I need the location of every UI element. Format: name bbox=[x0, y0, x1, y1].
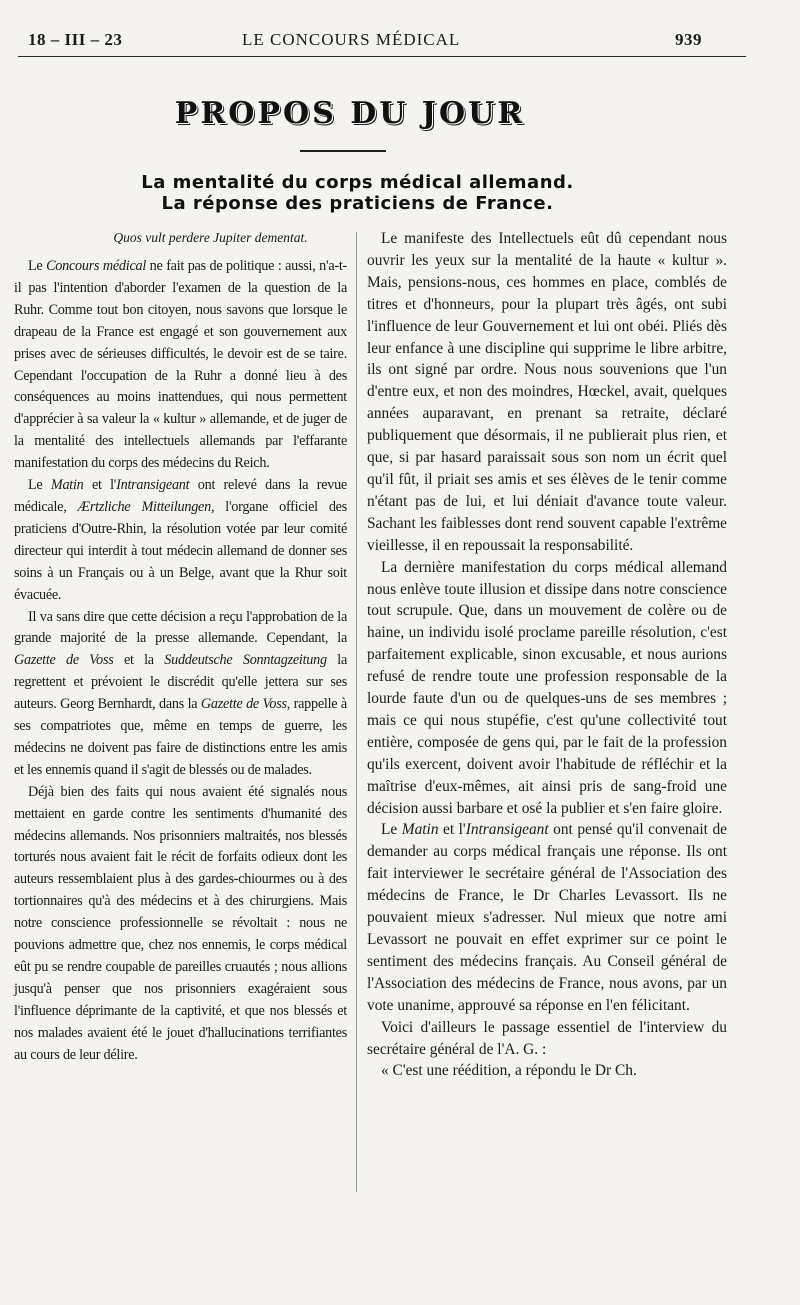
article-subtitle-line-2: La réponse des praticiens de France. bbox=[161, 193, 554, 214]
running-header bbox=[20, 30, 720, 54]
header-rule bbox=[18, 56, 746, 57]
left-paragraph-3: Il va sans dire que cette décision a reçu l'approbation de la grande majorité de la presse allemande. Cependant, la Gazette de Voss et la Suddeutsche Sonntagzeitung la regrettent et prévoient le discrédit qu'elle jettera sur ses auteurs. Georg Bernhardt, dans la Gazette de Voss, rappelle à ses compatriotes que, même en temps de guerre, les médecins ne doivent pas faire de distinctions entre les amis et les ennemis quand il s'agit de blessés ou de malades. bbox=[14, 608, 347, 778]
left-paragraph-2: Le Matin et l'Intransigeant ont relevé dans la revue médicale, Ærtzliche Mitteilungen, l'organe officiel des praticiens d'Outre-Rhin, la résolution votée par leur comité directeur qui interdit à tout médecin allemand de donner ses soins à un Français ou à un Belge, avant que la Rhur soit évacuée. bbox=[14, 477, 347, 603]
article-subtitle-line-1: La mentalité du corps médical allemand. bbox=[141, 172, 574, 193]
right-paragraph-4: Voici d'ailleurs le passage essentiel de l'interview du secrétaire général de l'A. G. : bbox=[367, 1018, 727, 1058]
epigraph: Quos vult perdere Jupiter dementat. bbox=[113, 230, 308, 245]
left-paragraph-1: Le Concours médical ne fait pas de politique : aussi, n'a-t-il pas l'intention d'aborder l'examen de la question de la Ruhr. Comme tout bon citoyen, nous savons que lorsque le drapeau de la France est engagé et son gouvernement aux prises avec de sérieuses difficultés, le devoir est de se taire. Cependant l'occupation de la Ruhr a donné lieu à des conséquences au moins inattendues, qui nous permettent d'apprécier à sa valeur la « kultur » allemande, et de juger de la mentalité des intellectuels allemands par l'effarante manifestation du corps des médecins du Reich. bbox=[14, 258, 348, 472]
title-rule bbox=[300, 150, 386, 152]
journal-title: LE CONCOURS MÉDICAL bbox=[242, 30, 461, 49]
right-paragraph-2: La dernière manifestation du corps médical allemand nous enlève toute illusion et dissipe dans notre conscience tout scrupule. Que, dans un mouvement de colère ou de haine, un individu isolé proclame pareille résolution, c'est parfaitement explicable, sinon excusable, et nous aurions refusé de rendre toute une profession responsable de la lourde faute d'un ou de quelques-uns de ses membres ; mais ce qui nous stupéfie, c'est qu'une collectivité tout entière, composée de gens qui, par le fait de la profession qu'ils exercent, doivent avoir l'habitude de réfléchir et la maîtrise d'eux-mêmes, ait ainsi pris de sang-froid une décision aussi barbare et osé la publier et s'en faire gloire. bbox=[367, 558, 727, 817]
left-paragraph-4: Déjà bien des faits qui nous avaient été signalés nous mettaient en garde contre les sentiments d'humanité des médecins allemands. Nos prisonniers maltraités, nos blessés torturés nous avaient fait le récit de forfaits odieux dont les auteurs ressemblaient plus à des gardes-chiourmes ou à des tortionnaires qu'à des médecins et à des chirurgiens. Mais notre conscience professionnelle se révoltait : nous ne pouvions admettre que, chez nos ennemis, le corps médical eût pu se rendre coupable de pareilles cruautés ; nous allions jusqu'à penser que nos prisonniers exagéraient sous l'influence déprimante de la captivité, et que nos blessés et nos malades avaient été le jouet d'hallucinations terrifiantes au cours de leur délire. bbox=[14, 783, 347, 1063]
page-title: PROPOS DU JOUR bbox=[174, 96, 526, 131]
right-paragraph-1: Le manifeste des Intellectuels eût dû cependant nous ouvrir les yeux sur la mentalité de la haute « kultur ». Mais, pensions-nous, ces hommes en place, comblés de titres et d'honneurs, pour la plupart très âgés, ont subi l'influence de leur Gouvernement et lui ont obéi. Pliés dès leur enfance à une discipline qui supprime le libre arbitre, ils ont signé par ordre. Nous nous souvenions que l'un d'entre eux, et non des moindres, Hœckel, avait, quelques années auparavant, en prenant sa retraite, déclaré publiquement que désormais, il ne publierait plus rien, et que, si par hasard paraissait sous son nom un écrit quel qu'il fût, il priait ses amis et ses élèves de le tenir comme n'étant pas de lui, et lui déniait d'avance toute valeur. Sachant les faiblesses dont rend souvent capable l'extrême vieillesse, il en repoussait la responsabilité. bbox=[367, 230, 727, 554]
left-column bbox=[14, 228, 347, 1067]
issue-date: 18 – III – 23 bbox=[28, 30, 123, 49]
right-paragraph-3: Le Matin et l'Intransigeant ont pensé qu'il convenait de demander au corps médical français une réponse. Ils ont fait interviewer le secrétaire général de l'Association des médecins de France, le Dr Charles Levassort. Ils ne pouvaient mieux s'adresser. Nul mieux que notre ami Levassort ne pouvait en effet exprimer sur ce point le sentiment des médecins français. Au Conseil général de l'Association des médecins de France, nous avons, par un vote unanime, approuvé sa réponse en l'en félicitant. bbox=[367, 821, 727, 1014]
page-number: 939 bbox=[675, 30, 702, 49]
column-divider bbox=[356, 232, 357, 1192]
right-column bbox=[367, 228, 727, 1082]
right-paragraph-5: « C'est une réédition, a répondu le Dr Ch. bbox=[381, 1062, 637, 1080]
